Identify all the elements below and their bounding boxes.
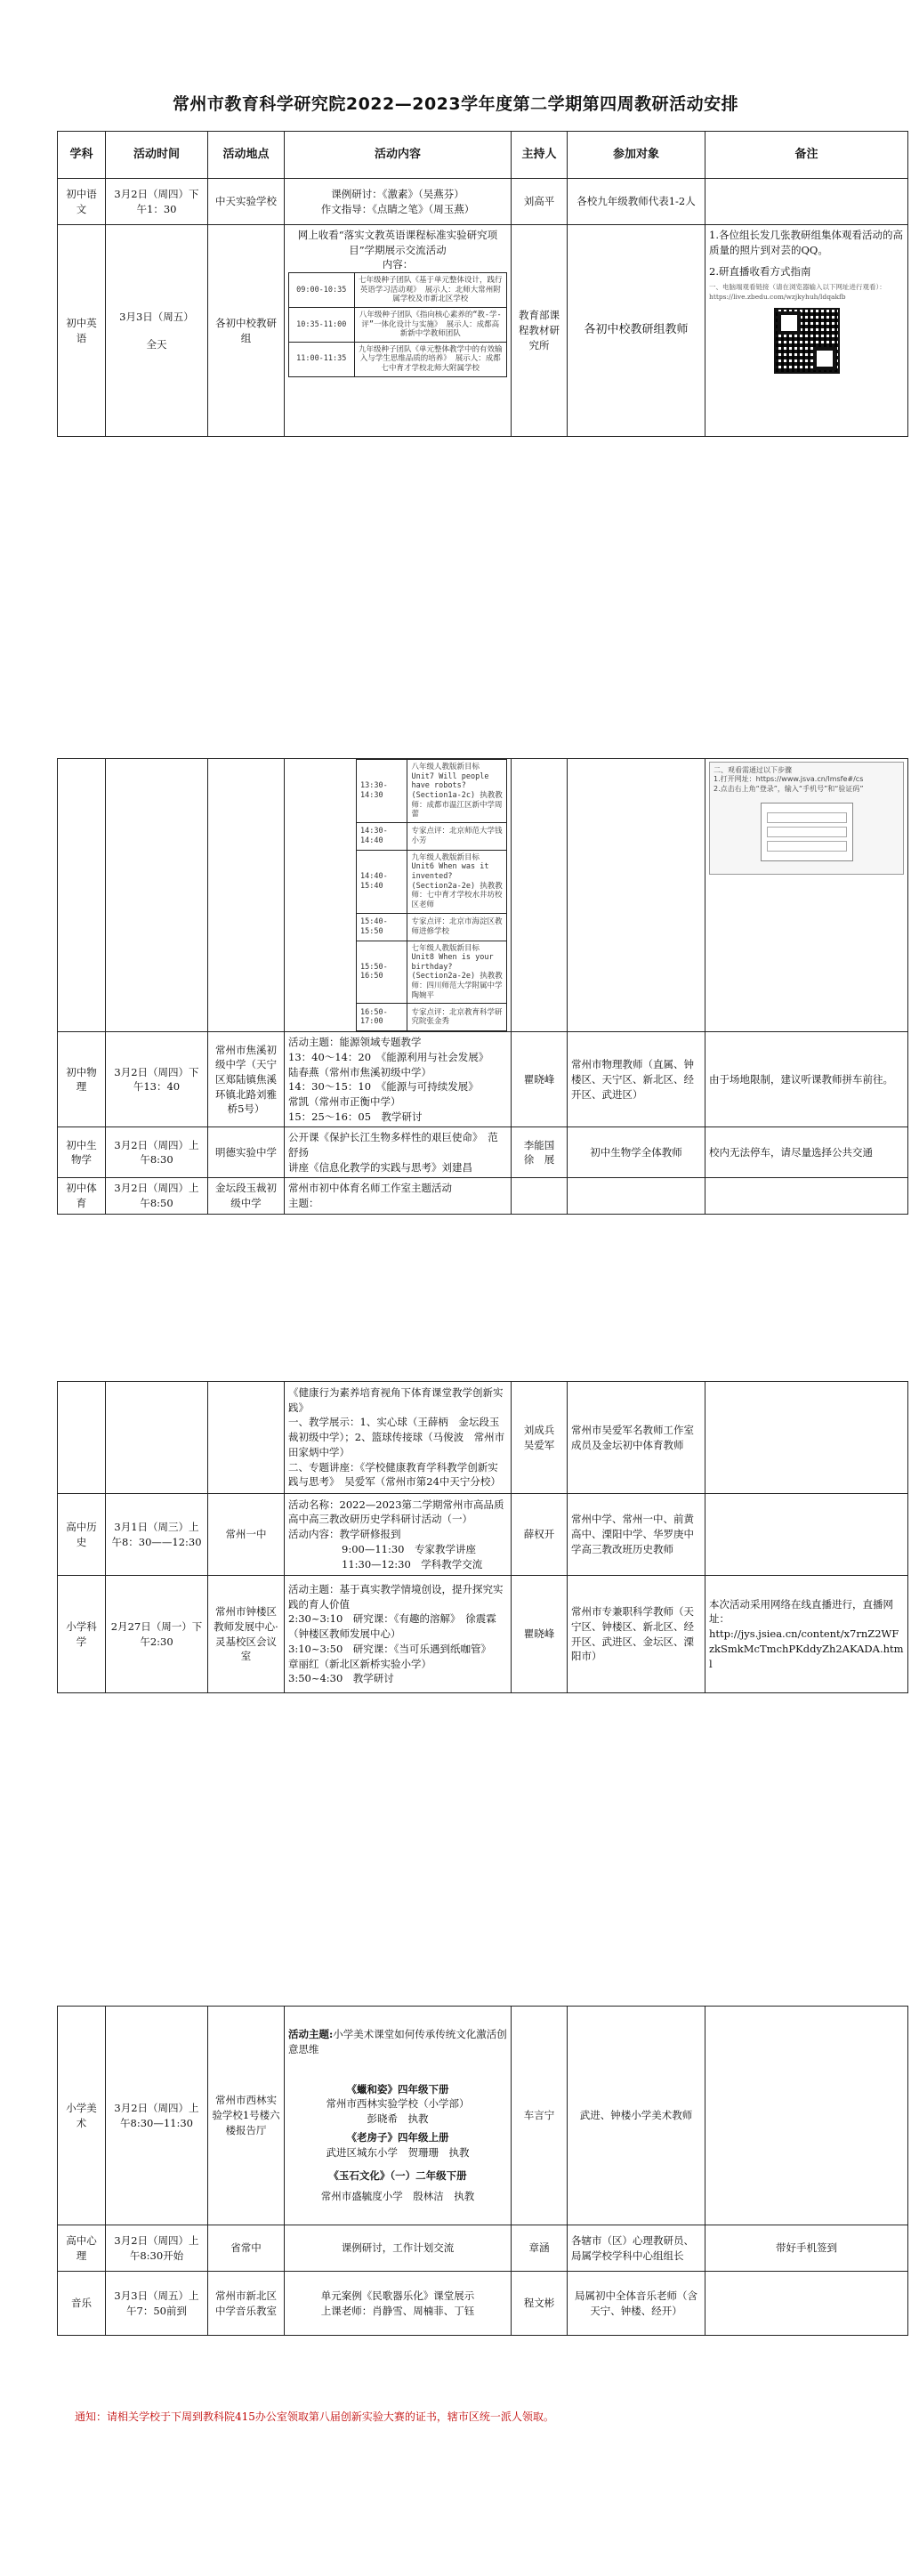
row-subject: 高中心理: [58, 2225, 106, 2272]
schedule-table-page-3: [57, 1381, 908, 1693]
row-time: 3月2日（周四）下午13：40: [106, 1032, 208, 1127]
row-participants: 各校九年级教师代表1-2人: [568, 179, 705, 225]
schedule-table-page-2: [57, 758, 908, 1215]
row-notes: 带好手机签到: [705, 2225, 908, 2272]
row-time: [106, 225, 208, 437]
header-subject: 学科: [58, 132, 106, 179]
notes-line: 1.打开网址：https://www.jsva.cn/lmsfe#/cs: [713, 775, 864, 784]
row-notes: [705, 759, 908, 1032]
row-notes: [705, 1382, 908, 1494]
table-row: [58, 225, 908, 437]
row-time: 3月2日（周四）上午8:30: [106, 1127, 208, 1178]
lesson-info: 常州市盛毓度小学 殷林洁 执教: [320, 2189, 475, 2202]
row-place: 常州市新北区中学音乐教室: [208, 2272, 285, 2336]
page-title: 常州市教育科学研究院2022—2023学年度第二学期第四周教研活动安排: [172, 94, 739, 114]
row-place: 常州市西林实验学校1号楼六楼报告厅: [208, 2007, 285, 2225]
row-host: 瞿晓峰: [512, 1032, 568, 1127]
schedule-time: 14:40-15:40: [357, 850, 407, 913]
row-notes: [705, 2272, 908, 2336]
row-participants: [568, 1178, 705, 1214]
schedule-item: 专家点评：北京市海淀区教师进修学校: [407, 913, 507, 941]
schedule-time: 15:40-15:50: [357, 913, 407, 941]
row-subject: 初中英语: [58, 225, 106, 437]
row-content: [285, 1382, 512, 1494]
content-line: 课例研讨：《激素》（吴燕芬）: [331, 187, 464, 200]
row-subject: [58, 759, 106, 1032]
row-subject: 小学科学: [58, 1576, 106, 1693]
header-content: 活动内容: [285, 132, 512, 179]
row-subject: 音乐: [58, 2272, 106, 2336]
row-time: 3月2日（周四）下午1：30: [106, 179, 208, 225]
header-place: 活动地点: [208, 132, 285, 179]
row-place: 中天实验学校: [208, 179, 285, 225]
content-title: 网上收看“落实文教英语课程标准实验研究项目”学期展示交流活动: [297, 229, 498, 256]
row-notes: [705, 225, 908, 437]
lesson-title: 《玉石文化》（一）二年级下册: [328, 2169, 467, 2183]
table-row: [58, 1576, 908, 1693]
table-row: [58, 2225, 908, 2272]
row-content: [285, 1576, 512, 1693]
footer-notice: 通知：请相关学校于下周到教科院415办公室领取第八届创新实验大赛的证书，辖市区统一派人领取。: [75, 2410, 554, 2423]
content-line: 作文指导：《点睛之笔》（周玉燕）: [320, 202, 475, 215]
row-host: 章涵: [512, 2225, 568, 2272]
row-place: 金坛段玉裁初级中学: [208, 1178, 285, 1214]
schedule-time: 14:30-14:40: [357, 822, 407, 850]
content-line: 二、专题讲座：《学校健康教育学科教学创新实践与思考》 吴爱军（常州市第24中天宁分校）: [288, 1460, 501, 1489]
schedule-item: 专家点评：北京教育科学研究院张金秀: [407, 1004, 507, 1031]
time-line: 全天: [146, 337, 167, 351]
lesson-title: 《蠟和姿》四年级下册: [346, 2082, 449, 2096]
content-line: 2:30~3:10 研究课：《有趣的溶解》 徐震霖（钟楼区教师发展中心）: [288, 1612, 496, 1641]
content-line: 主题：: [288, 1196, 319, 1209]
row-subject: 高中历史: [58, 1494, 106, 1576]
row-place: 省常中: [208, 2225, 285, 2272]
row-subject: 小学美术: [58, 2007, 106, 2225]
table-row: [58, 1127, 908, 1178]
schedule-item: 七年级人教版新目标 Unit8 When is your birthday? (Section2a-2e) 执教教师：四川师范大学附属中学陶婉平: [407, 941, 507, 1004]
row-content: 课例研讨，工作计划交流: [285, 2225, 512, 2272]
lesson-info: 彭晓希 执教: [367, 2112, 429, 2126]
header-participants: 参加对象: [568, 132, 705, 179]
schedule-time: 09:00-10:35: [289, 273, 355, 308]
content-line: 3:50~4:30 教学研讨: [288, 1672, 394, 1685]
content-line: 讲座《信息化教学的实践与思考》刘建昌: [288, 1160, 472, 1174]
header-notes: 备注: [705, 132, 908, 179]
row-host: [512, 1178, 568, 1214]
row-content: [285, 759, 512, 1032]
row-host: 李能国 徐 展: [512, 1127, 568, 1178]
schedule-time: 13:30-14:30: [357, 760, 407, 823]
content-line: 活动名称：2022—2023第二学期常州市高品质高中高三教改研历史学科研讨活动（一）: [288, 1498, 504, 1526]
table-header-row: [58, 132, 908, 179]
row-subject: 初中语文: [58, 179, 106, 225]
table-row: [58, 1382, 908, 1494]
row-subject: 初中生物学: [58, 1127, 106, 1178]
login-screenshot: [709, 762, 904, 875]
row-participants: 武进、钟楼小学美术教师: [568, 2007, 705, 2225]
row-host: 刘成兵 吴爱军: [512, 1382, 568, 1494]
list-item: [357, 850, 507, 913]
notes-line: 2.点击右上角“登录”，输入“手机号”和“验证码”: [713, 784, 864, 793]
row-notes: [705, 1178, 908, 1214]
row-subject: 初中物理: [58, 1032, 106, 1127]
content-line: 上课老师：肖静雪、周楠菲、丁钰: [320, 2304, 475, 2317]
row-notes: [705, 1576, 908, 1693]
row-time: [106, 1382, 208, 1494]
row-participants: 局属初中全体音乐老师（含天宁、钟楼、经开）: [568, 2272, 705, 2336]
schedule-item: 专家点评：北京师范大学钱小芳: [407, 822, 507, 850]
row-notes: 校内无法停车，请尽量选择公共交通: [705, 1127, 908, 1178]
row-participants: 常州市专兼职科学教师（天宁区、钟楼区、新北区、经开区、武进区、金坛区、溧阳市）: [568, 1576, 705, 1693]
list-item: [357, 760, 507, 823]
row-participants: 常州市物理教师（直属、钟楼区、天宁区、新北区、经开区、武进区）: [568, 1032, 705, 1127]
online-schedule-top: [288, 272, 507, 377]
list-item: [289, 273, 507, 308]
row-notes: [705, 2007, 908, 2225]
content-line: 章丽红（新北区新桥实验小学）: [288, 1657, 431, 1670]
row-participants: 常州市吴爱军名教师工作室成员及金坛初中体育教师: [568, 1382, 705, 1494]
row-participants: 初中生物学全体教师: [568, 1127, 705, 1178]
content-line: 《健康行为素养培育视角下体育课堂教学创新实践》: [288, 1386, 504, 1414]
content-line: 11:30—12:30 学科教学交流: [342, 1557, 483, 1571]
notes-line: 1.各位组长发几张教研组集体观看活动的高质量的照片到对芸的QQ。: [709, 229, 903, 256]
list-item: [357, 822, 507, 850]
row-host: [512, 759, 568, 1032]
lesson-title: 《老房子》四年级上册: [346, 2130, 449, 2144]
content-line: 小学美术课堂如何传承传统文化激活创意思维: [288, 2028, 507, 2056]
schedule-time: 10:35-11:00: [289, 307, 355, 342]
row-host: 瞿晓峰: [512, 1576, 568, 1693]
content-line: 3:10~3:50 研究课：《当可乐遇到纸咖管》: [288, 1642, 492, 1655]
table-row: [58, 179, 908, 225]
row-place: 常州市钟楼区教师发展中心·灵基校区会议室: [208, 1576, 285, 1693]
time-line: 3月3日（周五）: [119, 310, 194, 323]
content-sub: 内容：: [382, 258, 414, 271]
row-content: [285, 1127, 512, 1178]
live-link[interactable]: https://live.zbedu.com/wzjkyhuh/ldqakfb: [709, 292, 846, 301]
content-line: 9:00—11:30 专家教学讲座: [342, 1542, 476, 1555]
row-time: [106, 759, 208, 1032]
row-time: 3月2日（周四）上午8:30—11:30: [106, 2007, 208, 2225]
schedule-time: 11:00-11:35: [289, 342, 355, 376]
row-place: 各初中校教研组: [208, 225, 285, 437]
content-line: 一、教学展示：1、实心球（王薛柄 金坛段玉裁初级中学）；2、篮球传接球（马俊波 常州市田家炳中学）: [288, 1416, 505, 1458]
content-line: 活动主题：基于真实教学情境创设，提升探究实践的育人价值: [288, 1583, 504, 1611]
schedule-item: 九年级种子团队《单元整体教学中的有效输入与学生思维品质的培养》 展示人：成都七中育才学校北师大附属学校: [354, 342, 507, 376]
schedule-table-page-1: [57, 131, 908, 437]
online-schedule-bottom: [356, 759, 507, 1031]
list-item: [289, 342, 507, 376]
row-place: 常州一中: [208, 1494, 285, 1576]
notes-line: 本次活动采用网络在线直播进行，直播网址：: [709, 1597, 893, 1626]
content-line: 公开课《保护长江生物多样性的艰巨使命》 范舒扬: [288, 1131, 498, 1159]
login-box: [761, 803, 853, 861]
row-notes: [705, 1494, 908, 1576]
content-line: 活动内容：教学研修报到: [288, 1528, 401, 1541]
list-item: [357, 913, 507, 941]
lesson-info: 武进区城东小学 贺珊珊 执教: [326, 2145, 470, 2159]
notes-line: 二、观看需通过以下步骤: [713, 766, 792, 774]
list-item: [289, 307, 507, 342]
row-time: 3月2日（周四）上午8:50: [106, 1178, 208, 1214]
list-item: [357, 941, 507, 1004]
content-line: 单元案例《民歌器乐化》课堂展示: [320, 2289, 475, 2302]
live-link[interactable]: http://jys.jsiea.cn/content/x7rnZ2WFzkSmkMcTmchPKddyZh2AKADA.html: [709, 1627, 904, 1670]
row-host: 车言宁: [512, 2007, 568, 2225]
row-place: [208, 1382, 285, 1494]
content-line: 常州市初中体育名师工作室主题活动: [288, 1182, 452, 1195]
header-host: 主持人: [512, 132, 568, 179]
row-subject: 初中体育: [58, 1178, 106, 1214]
content-line: 13：40～14：20 《能源利用与社会发展》: [288, 1050, 489, 1063]
row-host: 教育部课程教材研究所: [512, 225, 568, 437]
table-row: [58, 759, 908, 1032]
row-content: [285, 1032, 512, 1127]
table-row: [58, 1032, 908, 1127]
row-time: 3月3日（周五）上午7：50前到: [106, 2272, 208, 2336]
schedule-item: 八年级种子团队《指向核心素养的“教-学-评”一体化设计与实施》 展示人：成都高新新中学教师团队: [354, 307, 507, 342]
row-place: [208, 759, 285, 1032]
schedule-item: 八年级人教版新目标 Unit7 Will people have robots? (Section1a-2c) 执教教师：成都市温江区新中学周蕾: [407, 760, 507, 823]
row-notes: [705, 179, 908, 225]
row-host: 程文彬: [512, 2272, 568, 2336]
content-line: 14：30～15：10 《能源与可持续发展》: [288, 1080, 479, 1094]
row-time: 3月1日（周三）上午8：30——12:30: [106, 1494, 208, 1576]
row-notes: 由于场地限制，建议听课教师拼车前往。: [705, 1032, 908, 1127]
table-row: [58, 2007, 908, 2225]
notes-line: 一、电脑端观看链接（请在浏览器输入以下网址进行观看）：: [709, 283, 886, 292]
content-label: 活动主题:: [288, 2028, 334, 2041]
list-item: [357, 1004, 507, 1031]
table-row: [58, 1494, 908, 1576]
table-row: [58, 1178, 908, 1214]
row-participants: 常州中学、常州一中、前黄高中、溧阳中学、华罗庚中学高三教改班历史教师: [568, 1494, 705, 1576]
content-line: 15：25～16：05 教学研讨: [288, 1110, 423, 1123]
row-place: 明德实验中学: [208, 1127, 285, 1178]
schedule-item: 七年级种子团队《基于单元整体设计，践行英语学习活动观》 展示人：北师大常州附属学校及市新北区学校: [354, 273, 507, 308]
content-line: 常凯（常州市正衡中学）: [288, 1094, 401, 1108]
schedule-table-page-4: [57, 2006, 908, 2336]
notes-line: 2.研直播收看方式指南: [709, 265, 811, 279]
lesson-info: 常州市西林实验学校（小学部）: [326, 2097, 470, 2111]
row-place: 常州市焦溪初级中学（天宁区郑陆镇焦溪环镇北路刘雅桥5号）: [208, 1032, 285, 1127]
content-line: 活动主题：能源领域专题教学: [288, 1036, 422, 1049]
schedule-item: 九年级人教版新目标 Unit6 When was it invented? (Section2a-2e) 执教教师：七中育才学校水井坊校区老师: [407, 850, 507, 913]
content-line: 陆春燕（常州市焦溪初级中学）: [288, 1065, 431, 1078]
table-row: [58, 2272, 908, 2336]
row-host: 薛权开: [512, 1494, 568, 1576]
row-subject: [58, 1382, 106, 1494]
row-content: [285, 2007, 512, 2225]
schedule-time: 16:50-17:00: [357, 1004, 407, 1031]
schedule-time: 15:50-16:50: [357, 941, 407, 1004]
row-time: 2月27日（周一）下午2:30: [106, 1576, 208, 1693]
header-time: 活动时间: [106, 132, 208, 179]
row-content: [285, 225, 512, 437]
row-content: [285, 2272, 512, 2336]
row-time: 3月2日（周四）上午8:30开始: [106, 2225, 208, 2272]
row-content: [285, 1494, 512, 1576]
row-participants: [568, 759, 705, 1032]
row-content: [285, 1178, 512, 1214]
row-participants: 各初中校教研组教师: [568, 225, 705, 437]
row-host: 刘高平: [512, 179, 568, 225]
row-content: [285, 179, 512, 225]
row-participants: 各辖市（区）心理教研员、局属学校学科中心组组长: [568, 2225, 705, 2272]
qr-code-icon: [774, 308, 840, 374]
